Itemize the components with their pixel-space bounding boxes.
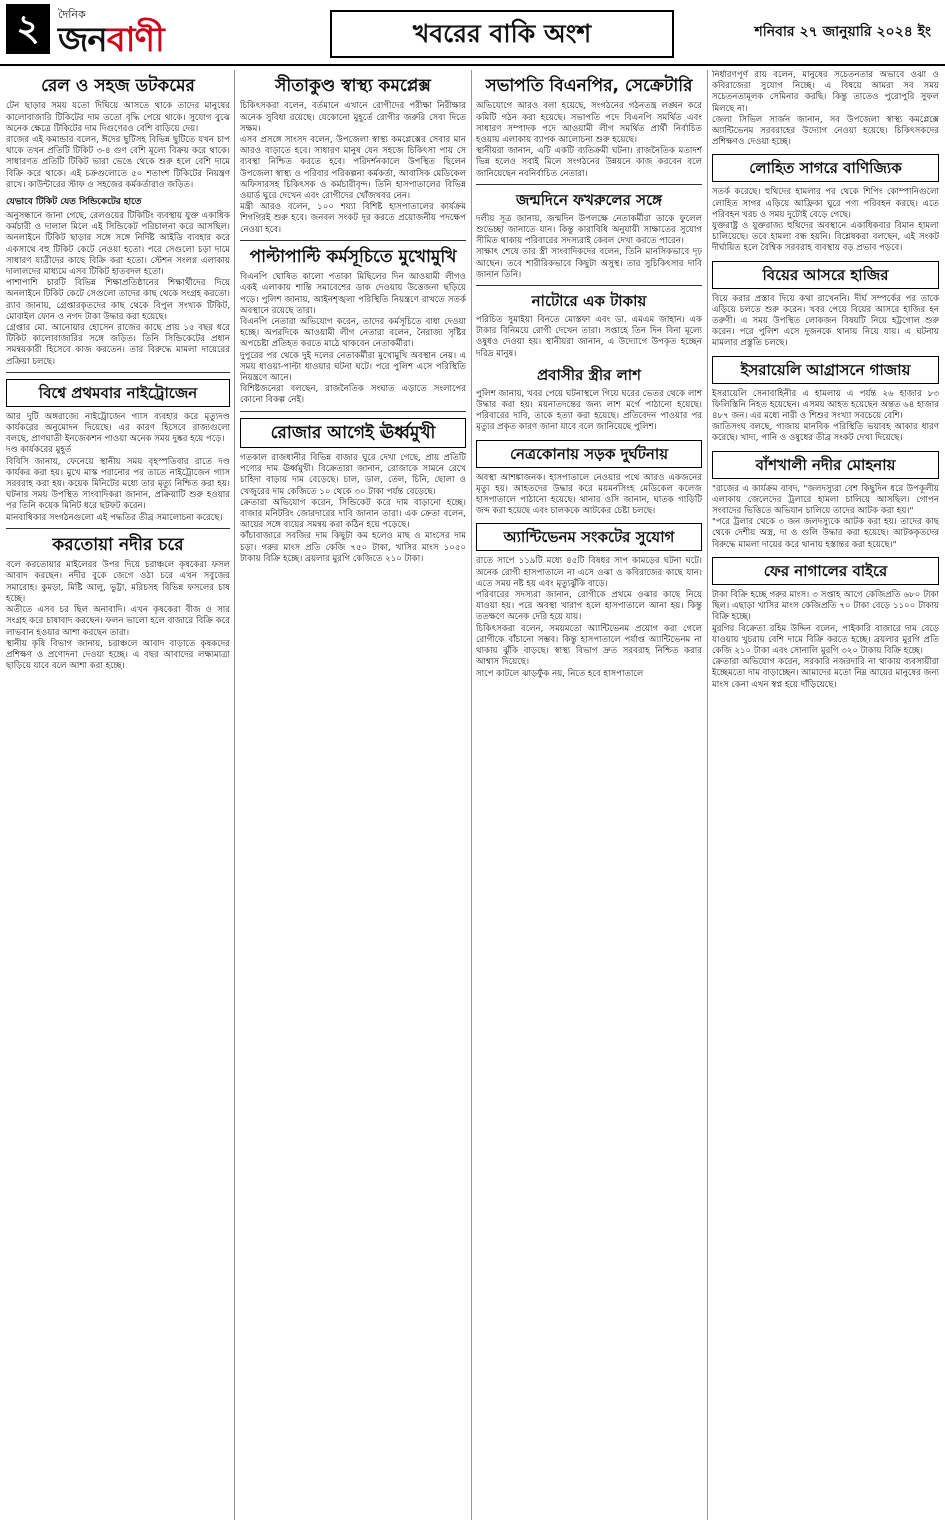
article-body-sitakunda: চিকিৎসকরা বলেন, বর্তমানে এখানে রোগীদের পরীক্ষা নিরীক্ষার অনেক সুবিধা রয়েছে। যেকোনো মুহূর্তে রোগীর জরুরি সেবা দিতে সক্ষম। এসব প্রসঙ্গে সাংসদ বলেন, উপজেলা স্বাস্থ্য কমপ্লেক্সের সেবার মান আরও বাড়াতে হবে। সাধারণ মানুষ যেন সহজে চিকিৎসা পায় সে ব্যবস্থা নিশ্চিত করতে হবে। পরিদর্শনকালে উপস্থিত ছিলেন উপজেলা স্বাস্থ্য ও পরিবার পরিকল্পনা কর্মকর্তা, আবাসিক মেডিকেল অফিসারসহ চিকিৎসক ও কর্মচারীবৃন্দ। তিনি হাসপাতালের বিভিন্ন ওয়ার্ড ঘুরে দেখেন এবং রোগীদের খোঁজখবর নেন। মন্ত্রী আরও বলেন, ১০০ শয্যা বিশিষ্ট হাসপাতালের কার্যক্রম শিগগিরই শুরু হবে। জনবল সংকট দূর করতে প্রয়োজনীয় পদক্ষেপ নেওয়া হবে। <box>240 101 466 235</box>
article-body-probashi: পুলিশ জানায়, খবর পেয়ে ঘটনাস্থলে গিয়ে ঘরের ভেতর থেকে লাশ উদ্ধার করা হয়। ময়নাতদন্তের জন্য লাশ মর্গে পাঠানো হয়েছে। পরিবারের দাবি, তাকে হত্যা করা হয়েছে। প্রতিবেদন পাওয়ার পর মৃত্যুর প্রকৃত কারণ জানা যাবে বলে জানিয়েছে পুলিশ। <box>476 388 702 433</box>
headline-sitakunda: সীতাকুণ্ড স্বাস্থ্য কমপ্লেক্স <box>275 76 431 96</box>
article-body-roza: গতকাল রাজধানীর বিভিন্ন বাজার ঘুরে দেখা গেছে, প্রায় প্রতিটি পণ্যের দাম ঊর্ধ্বমুখী। বিক্রেতারা জানান, রোজাকে সামনে রেখে চাহিদা বাড়ায় দাম বেড়েছে। চাল, ডাল, তেল, চিনি, ছোলা ও খেজুরের দাম কেজিতে ১০ থেকে ৩০ টাকা পর্যন্ত বেড়েছে। ক্রেতারা অভিযোগ করেন, সিন্ডিকেট করে দাম বাড়ানো হচ্ছে। বাজার মনিটরিং জোরদারের দাবি জানান তারা। এক ক্রেতা বলেন, আয়ের সঙ্গে ব্যয়ের সমন্বয় করা কঠিন হয়ে পড়েছে। কাঁচাবাজারে সবজির দাম কিছুটা কম হলেও মাছ ও মাংসের দাম চড়া। গরুর মাংস প্রতি কেজি ৭৫০ টাকা, খাসির মাংস ১০৫০ টাকায় বিক্রি হচ্ছে। ব্রয়লার মুরগি কেজিতে ২১০ টাকা। <box>240 453 466 564</box>
article-body-natore: পরিচিত সুমাইয়া বিনতে মোস্তফা এবং ডা. এমএম জাহান। এক টাকার বিনিময়ে রোগী দেখেন তারা। সপ্তাহে তিন দিন বিনা মূল্যে ওষুধও দেওয়া হয়। স্থানীয়রা জানান, এ উদ্যোগে উপকৃত হচ্ছেন দরিদ্র মানুষ। <box>476 315 702 359</box>
newspaper-logo <box>58 14 164 71</box>
article-body-bashkhali: "রাজের এ কার্যক্রম বাবদ, "জলদস্যুরা বেশ কিছুদিন ধরে উপকূলীয় এলাকায় জেলেদের ট্রলারে হামলা চালিয়ে আসছিল। গোপন সংবাদের ভিত্তিতে অভিযান চালিয়ে তাদের আটক করা হয়।" "পরে ট্রলার থেকে ৩ জন জলদস্যুকে আটক করা হয়। তাদের কাছ থেকে দেশীয় অস্ত্র, দা ও গুলি উদ্ধার করা হয়েছে। আটককৃতদের বিরুদ্ধে মামলা দায়ের করে থানায় হস্তান্তর করা হয়েছে।" <box>712 483 939 550</box>
headline-antivenom: অ্যান্টিভেনম সংকটের সুযোগ <box>476 523 702 551</box>
divider <box>6 528 230 529</box>
headline-karatoa: করতোয়া নদীর চরে <box>52 534 184 555</box>
article-body-bnp-secretary: অভিযোগে আরও বলা হয়েছে, সংগঠনের গঠনতন্ত্র লঙ্ঘন করে কমিটি গঠন করা হয়েছে। সভাপতি পদে বিএনপি সমর্থিত এবং সাধারণ সম্পাদক পদে আওয়ামী লীগ সমর্থিত প্রার্থী নির্বাচিত হওয়ায় এলাকায় ব্যাপক আলোচনা শুরু হয়েছে। স্থানীয়রা জানান, এটি একটি ব্যতিক্রমী ঘটনা। রাজনৈতিক মতাদর্শ ভিন্ন হলেও সবাই মিলে সংগঠনের উন্নয়নে কাজ করবেন বলে জানিয়েছেন নবনির্বাচিত নেতারা। <box>476 101 702 179</box>
logo-part-2: বাণী <box>106 20 164 60</box>
article-body-netrokona: অবস্থা আশঙ্কাজনক। হাসপাতালে নেওয়ার পথে আরও একজনের মৃত্যু হয়। আহতদের উদ্ধার করে ময়মনসিংহ মেডিকেল কলেজ হাসপাতালে পাঠানো হয়েছে। থানার ওসি জানান, ঘাতক গাড়িটি জব্দ করা হয়েছে এবং চালককে আটকের চেষ্টা চলছে। <box>476 472 702 517</box>
headline-fakhrul: জন্মদিনে ফখরুলের সঙ্গে <box>515 190 663 209</box>
article-body-nitrogen: আর দুটি অঙ্গরাজ্যে নাইট্রোজেন গ্যাস ব্যবহার করে মৃত্যুদণ্ড কার্যকরের অনুমোদন দিয়েছে। এর কারণ হিসেবে রাজ্যগুলো বলছে, প্রাণঘাতী ইনজেকশন পাওয়া অনেক সময় দুষ্কর হয়ে পড়ে। দণ্ড কার্যকরের মুহূর্ত বিবিসি জানায়, ফেনেয়ে স্থানীয় সময় বৃহস্পতিবার রাতে দণ্ড কার্যকর করা হয়। মুখে মাস্ক পরানোর পর তাতে নাইট্রোজেন গ্যাস সরবরাহ করা হয়। কয়েক মিনিটের মধ্যে তার মৃত্যু নিশ্চিত করা হয়। ঘটনার সময় উপস্থিত সাংবাদিকরা জানান, প্রক্রিয়াটি শুরু হওয়ার পর তিনি কয়েক মিনিট ধরে ছটফট করেন। মানবাধিকার সংগঠনগুলো এই পদ্ধতির তীব্র সমালোচনা করেছে। <box>6 411 230 523</box>
divider <box>6 372 230 373</box>
article-body-fer: টাকা বিক্রি হচ্ছে গরুর মাংস। ৩ সপ্তাহ আগে কেজিপ্রতি ৬৮০ টাকা ছিল। এছাড়া খাসির মাংস কেজিপ্রতি ৭০ টাকা বেড়ে ১১০০ টাকায় বিক্রি হচ্ছে। মুরগির বিক্রেতা রহিম উদ্দিন বলেন, পাইকারি বাজারে দাম বেড়ে যাওয়ায় খুচরায় বেশি দামে বিক্রি করতে হচ্ছে। ব্রয়লার মুরগি প্রতি কেজি ২১০ টাকা এবং সোনালি মুরগি ৩২০ টাকায় বিক্রি হচ্ছে। ক্রেতারা অভিযোগ করেন, সরকারি নজরদারি না থাকায় ব্যবসায়ীরা ইচ্ছেমতো দাম বাড়াচ্ছেন। আমাদের মতো নিম্ন আয়ের মানুষের জন্য মাংস কেনা এখন স্বপ্ন হয়ে দাঁড়িয়েছে। <box>712 589 939 690</box>
headline-fer: ফের নাগালের বাইরে <box>712 557 939 585</box>
column-divider <box>707 70 708 1520</box>
article-body-paltapalti: বিএনপি ঘোষিত কালো পতাকা মিছিলের দিন আওয়ামী লীগও একই এলাকায় শান্তি সমাবেশের ডাক দেওয়ায় উত্তেজনা ছড়িয়ে পড়ে। পুলিশ জানায়, আইনশৃঙ্খলা পরিস্থিতি নিয়ন্ত্রণে রাখতে সতর্ক অবস্থানে রয়েছে তারা। বিএনপি নেতারা অভিযোগ করেন, তাদের কর্মসূচিতে বাধা দেওয়া হচ্ছে। অপরদিকে আওয়ামী লীগ নেতারা বলেন, নৈরাজ্য সৃষ্টির অপচেষ্টা প্রতিহত করতে মাঠে থাকবেন নেতাকর্মীরা। দুপুরের পর থেকে দুই দলের নেতাকর্মীরা মুখোমুখি অবস্থান নেয়। এ সময় ধাওয়া-পাল্টা ধাওয়ার ঘটনা ঘটে। পরে পুলিশ এসে পরিস্থিতি নিয়ন্ত্রণে আনে। বিশিষ্টজনেরা বলছেন, রাজনৈতিক সংঘাত এড়াতে সংলাপের কোনো বিকল্প নেই। <box>240 272 466 406</box>
article-body-biye: বিয়ে করার প্রস্তাব দিয়ে কথা রাখেননি। দীর্ঘ সম্পর্কের পর তাকে এড়িয়ে চলতে শুরু করেন। খবর পেয়ে বিয়ের আসরে হাজির হন তরুণী। এ সময় উপস্থিত লোকজন বিষয়টি নিয়ে হট্টগোল শুরু করেন। পরে পুলিশ এসে দুজনকে থানায় নিয়ে যায়। এ ঘটনায় মামলার প্রস্তুতি চলছে। <box>712 293 939 349</box>
column-divider <box>471 70 472 1520</box>
article-body-rail: টেন ছাড়ার সময় যতো দিঘিয়ে আসতে থাকে তাদের মানুষের কালোবাজারি টিকিটের দাম ততো বৃদ্ধি পেয়ে থাকে। সুযোগ বুঝে অনেক ক্ষেত্রে টিকিটের দাম দিগুণেরও বেশি বাড়িয়ে দেয়। রাজের এই কমান্ডার বলেন, ঈদের ছুটিসহ বিভিন্ন ছুটিতে যখন চাপ থাকে তখন প্রতিটি টিকিট ৩-৪ গুণ বেশি মূল্যে বিক্রয় করে থাকে। সাধারণত প্রতিটি টিকিট ভারা ভেঙে থেকে শুরু হলে বেশি দামে বিক্রি করে থাকে। এই চক্রগুলোতে ৫০ শতাংশ টিকিটের নিয়ন্ত্রণ রাখে। কাউন্টারের স্টাফ ও সহজের কর্মকর্তারাও জড়িত। <box>6 101 230 190</box>
article-body-antivenom: রাতে সাপে ১১৯টি মধ্যে ৪৫টি বিষধর সাপ কামড়ের ঘটনা ঘটে। অনেক রোগী হাসপাতালে না এসে ওঝা ও কবিরাজের কাছে যান। এতে সময় নষ্ট হয় এবং মৃত্যুঝুঁকি বাড়ে। পরিবারের সদস্যরা জানান, রোগীকে প্রথমে ওঝার কাছে নিয়ে যাওয়া হয়। পরে অবস্থা খারাপ হলে হাসপাতালে আনা হয়। কিন্তু ততক্ষণে অনেক দেরি হয়ে যায়। চিকিৎসকরা বলেন, সময়মতো অ্যান্টিভেনম প্রয়োগ করা গেলে রোগীকে বাঁচানো সম্ভব। কিন্তু হাসপাতালে পর্যাপ্ত অ্যান্টিভেনম না থাকায় ঝুঁকি বাড়ছে। স্বাস্থ্য বিভাগ দ্রুত সরবরাহ নিশ্চিত করার আশ্বাস দিয়েছে। সাপে কাটলে ঝাড়ফুঁক নয়, নিতে হবে হাসপাতালে <box>476 556 702 679</box>
article-body-gaza: ইসরায়েলি সেনাবাহিনীর এ হামলায় এ পর্যন্ত ২৬ হাজার ৮৩ ফিলিস্তিনি নিহত হয়েছেন। এসময় আহত হয়েছেন অন্তত ৬৪ হাজার ৪৮৭ জন। এর মধ্যে নারী ও শিশুর সংখ্যা সবচেয়ে বেশি। জাতিসংঘ বলছে, গাজায় মানবিক পরিস্থিতি ভয়াবহ আকার ধারণ করেছে। খাদ্য, পানি ও ওষুধের তীব্র সংকট দেখা দিয়েছে। <box>712 388 939 444</box>
article-body-lohit: সতর্ক করেছে। হুথিদের হামলার পর থেকে শিপিং কোম্পানিগুলো লোহিত সাগর এড়িয়ে আফ্রিকা ঘুরে পণ্য পরিবহন করছে। এতে পরিবহন খরচ ও সময় দুটোই বেড়ে গেছে। যুক্তরাষ্ট্র ও যুক্তরাজ্য হুথিদের অবস্থানে একাধিকবার বিমান হামলা চালিয়েছে। তবে হামলা বন্ধ হয়নি। বিশ্লেষকরা বলছেন, এই সংকট দীর্ঘায়িত হলে বৈশ্বিক সরবরাহ ব্যবস্থায় বড় প্রভাব পড়বে। <box>712 187 939 254</box>
headline-bnp-secretary: সভাপতি বিএনপির, সেক্রেটারি <box>485 76 693 96</box>
masthead <box>0 0 945 66</box>
headline-gaza: ইসরায়েলি আগ্রাসনে গাজায় <box>712 356 939 384</box>
divider <box>476 184 702 185</box>
column-divider <box>234 70 235 1520</box>
column-4 <box>712 70 939 1520</box>
headline-rail: রেল ও সহজ ডটকমের <box>41 76 195 96</box>
page-number: ২ <box>6 4 50 54</box>
headline-probashi: প্রবাসীর স্ত্রীর লাশ <box>536 365 642 384</box>
section-title: খবরের বাকি অংশ <box>330 10 674 58</box>
article-body-rail-cont: অনুসন্ধানে জানা গেছে, রেলওয়ের টিকিটিং ব্যবস্থায় যুক্ত একাধিক কর্মচারী ও দালাল মিলে এই সিন্ডিকেট পরিচালনা করে আসছিল। অনলাইনে টিকিট ছাড়ার সঙ্গে সঙ্গে নির্দিষ্ট আইডি ব্যবহার করে একসাথে বহু টিকিট কেটে নেওয়া হতো। পরে সেগুলো চড়া দামে সাধারণ যাত্রীদের কাছে বিক্রি করা হতো। স্টেশন সংলগ্ন এলাকায় দালালদের মাধ্যমে এসব টিকিট হাতবদল হতো। পাশাপাশি চারটি বিভিন্ন শিক্ষাপ্রতিষ্ঠানের শিক্ষার্থীদের দিয়ে অনলাইনে টিকিট কেটে সেগুলো তাদের কাছ থেকে সংগ্রহ করতো। র‍্যাব জানায়, গ্রেপ্তারকৃতদের কাছ থেকে বিপুল সংখ্যক টিকিট, মোবাইল ফোন ও নগদ টাকা উদ্ধার করা হয়েছে। গ্রেপ্তার মো. আনোয়ার হোসেন রাজের কাছে প্রায় ১৫ বছর ধরে টিকিট কালোবাজারির সঙ্গে জড়িত। তিনি সিন্ডিকেটের প্রধান সমন্বয়কারী হিসেবে কাজ করতেন। তার বিরুদ্ধে মামলা দায়েরের প্রক্রিয়া চলছে। <box>6 211 230 367</box>
daily-label: দৈনিক <box>58 8 86 21</box>
column-3 <box>476 70 702 1520</box>
headline-roza: রোজার আগেই ঊর্ধ্বমুখী <box>240 418 466 448</box>
column-1 <box>6 70 230 1520</box>
subheading-rail: যেভাবে টিকিট যেত সিন্ডিকেটের হাতে <box>6 197 142 208</box>
headline-bashkhali: বাঁশখালী নদীর মোহনায় <box>712 451 939 479</box>
headline-biye: বিয়ের আসরে হাজির <box>712 261 939 289</box>
headline-paltapalti: পাল্টাপাল্টি কর্মসূচিতে মুখোমুখি <box>249 246 457 267</box>
column-2 <box>240 70 466 1520</box>
headline-nitrogen: বিশ্বে প্রথমবার নাইট্রোজেন <box>6 379 230 407</box>
article-body-fakhrul: দলীয় সূত্র জানায়, জন্মদিন উপলক্ষে নেতাকর্মীরা তাকে ফুলেল শুভেচ্ছা জানাতে যান। কিন্তু কারাবিধি অনুযায়ী সাক্ষাতের সুযোগ সীমিত থাকায় পরিবারের সদস্যরাই কেবল দেখা করতে পারেন। সাক্ষাৎ শেষে তার স্ত্রী সাংবাদিকদের বলেন, তিনি মানসিকভাবে দৃঢ় আছেন। তবে শারীরিকভাবে কিছুটা অসুস্থ। তার সুচিকিৎসার দাবি জানান তিনি। <box>476 213 702 280</box>
logo-part-1: জন <box>58 20 107 60</box>
divider <box>476 285 702 286</box>
headline-lohit: লোহিত সাগরে বাণিজ্যিক <box>712 154 939 182</box>
divider <box>240 240 466 241</box>
divider <box>240 411 466 412</box>
article-body-karatoa: বলে করতোয়ার মাইলেরর উপর দিয়ে চরাঞ্চলে কৃষকেরা ফসল আবাদ করছেন। নদীর বুকে জেগে ওঠা চরে এখন সবুজের সমারোহ। কুমড়া, মিষ্টি আলু, ভুট্টা, মরিচসহ বিভিন্ন ফসলের চাষ হচ্ছে। অতীতে এসব চর ছিল অনাবাদি। এখন কৃষকেরা বীজ ও সার সংগ্রহ করে চাষাবাদ করছেন। ফলন ভালো হলে বাজারে বিক্রি করে লাভবান হওয়ার আশা করছেন তারা। স্থানীয় কৃষি বিভাগ জানায়, চরাঞ্চলে আবাদ বাড়াতে কৃষকদের প্রশিক্ষণ ও প্রণোদনা দেওয়া হচ্ছে। এ বছর আবাদের লক্ষ্যমাত্রা ছাড়িয়ে যাবে বলে আশা করা হচ্ছে। <box>6 560 230 672</box>
headline-natore: নাটোরে এক টাকায় <box>531 292 647 311</box>
article-body-continued: নির্ধারণপূর্ণ রায় বলেন, মানুষের সচেতনতার অভাবে ওঝা ও কবিরাজেরা সুযোগ নিচ্ছে। এ বিষয়ে আমরা সব সময় সচেতনতামূলক সেমিনার করছি। কিন্তু তাতেও পুরোপুরি সুফল মিলছে না। জেলা সিভিল সার্জন জানান, সব উপজেলা স্বাস্থ্য কমপ্লেক্সে অ্যান্টিভেনম সরবরাহের উদ্যোগ নেওয়া হয়েছে। চিকিৎসকদের প্রশিক্ষণও দেওয়া হচ্ছে। <box>712 70 939 148</box>
headline-netrokona: নেত্রকোনায় সড়ক দুর্ঘটনায় <box>476 440 702 468</box>
issue-date: শনিবার ২৭ জানুয়ারি ২০২৪ ইং <box>754 24 931 40</box>
